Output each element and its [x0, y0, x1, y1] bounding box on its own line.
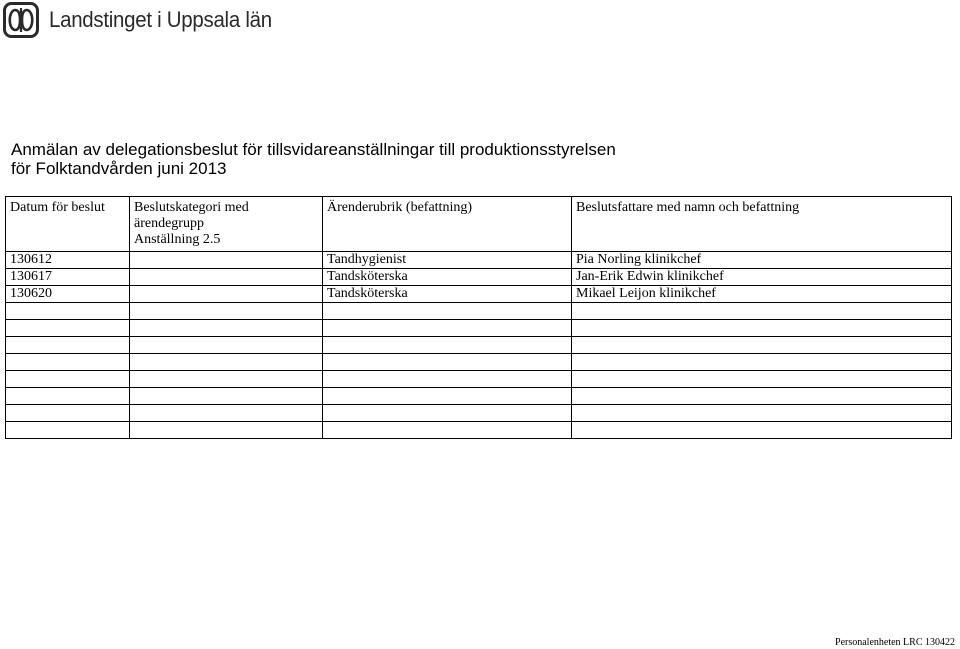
document-title-line-2: för Folktandvården juni 2013	[11, 159, 227, 178]
column-header-decision-maker: Beslutsfattare med namn och befattning	[572, 197, 952, 252]
organization-name: Landstinget i Uppsala län	[49, 7, 272, 32]
empty-cell	[323, 388, 572, 405]
empty-table-row	[6, 337, 952, 354]
cell-category	[130, 286, 323, 303]
empty-cell	[572, 337, 952, 354]
county-council-logo-icon	[3, 2, 39, 38]
empty-table-row	[6, 354, 952, 371]
column-header-category-line-2: ärendegrupp	[134, 216, 204, 231]
empty-table-row	[6, 303, 952, 320]
empty-cell	[6, 388, 130, 405]
empty-cell	[323, 405, 572, 422]
empty-cell	[6, 320, 130, 337]
empty-cell	[6, 371, 130, 388]
cell-category	[130, 269, 323, 286]
empty-cell	[6, 303, 130, 320]
empty-cell	[6, 405, 130, 422]
empty-table-row	[6, 388, 952, 405]
empty-cell	[323, 371, 572, 388]
footer-reference: Personalenheten LRC 130422	[835, 637, 955, 648]
cell-date: 130620	[6, 286, 130, 303]
table-header-row	[6, 197, 952, 252]
cell-decision-maker: Jan-Erik Edwin klinikchef	[572, 269, 952, 286]
document-title-line-1: Anmälan av delegationsbeslut för tillsvidareanställningar till produktionsstyrelsen	[11, 140, 616, 159]
empty-cell	[6, 337, 130, 354]
cell-decision-maker: Pia Norling klinikchef	[572, 252, 952, 269]
empty-cell	[130, 405, 323, 422]
empty-cell	[130, 371, 323, 388]
empty-cell	[323, 303, 572, 320]
cell-subject: Tandsköterska	[323, 269, 572, 286]
cell-subject: Tandhygienist	[323, 252, 572, 269]
header-logo	[3, 2, 289, 38]
cell-date: 130617	[6, 269, 130, 286]
document-title	[11, 140, 616, 178]
cell-subject: Tandsköterska	[323, 286, 572, 303]
empty-table-row	[6, 422, 952, 439]
empty-cell	[130, 337, 323, 354]
table-row	[6, 286, 952, 303]
empty-cell	[130, 388, 323, 405]
table-row	[6, 269, 952, 286]
empty-cell	[6, 422, 130, 439]
delegation-decisions-table	[5, 196, 952, 439]
table-row	[6, 252, 952, 269]
empty-cell	[130, 354, 323, 371]
empty-cell	[323, 320, 572, 337]
empty-cell	[323, 422, 572, 439]
empty-cell	[323, 337, 572, 354]
empty-cell	[130, 303, 323, 320]
empty-table-row	[6, 405, 952, 422]
empty-cell	[6, 354, 130, 371]
column-header-category	[130, 197, 323, 252]
empty-table-row	[6, 371, 952, 388]
cell-decision-maker: Mikael Leijon klinikchef	[572, 286, 952, 303]
cell-category	[130, 252, 323, 269]
empty-cell	[572, 371, 952, 388]
column-header-category-line-1: Beslutskategori med	[134, 200, 249, 215]
column-header-category-line-3: Anställning 2.5	[134, 232, 221, 247]
empty-cell	[572, 303, 952, 320]
empty-table-row	[6, 320, 952, 337]
column-header-subject: Ärenderubrik (befattning)	[323, 197, 572, 252]
empty-cell	[572, 320, 952, 337]
empty-cell	[323, 354, 572, 371]
empty-cell	[572, 388, 952, 405]
empty-cell	[572, 422, 952, 439]
empty-cell	[130, 422, 323, 439]
cell-date: 130612	[6, 252, 130, 269]
empty-cell	[130, 320, 323, 337]
column-header-date: Datum för beslut	[6, 197, 130, 252]
empty-cell	[572, 354, 952, 371]
empty-cell	[572, 405, 952, 422]
